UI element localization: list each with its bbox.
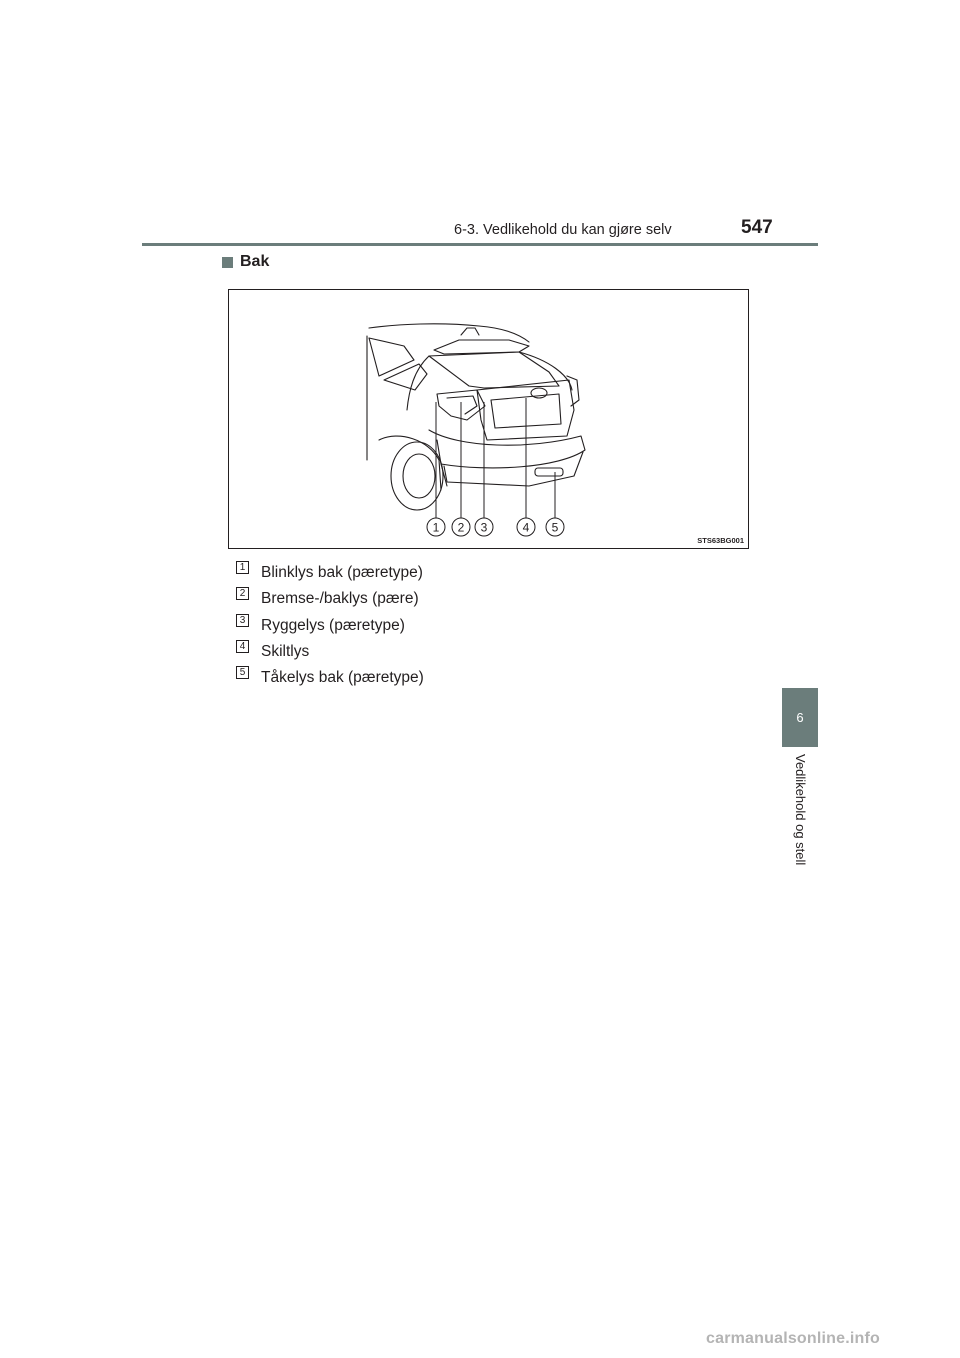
header-section-title: 6-3. Vedlikehold du kan gjøre selv: [454, 222, 672, 238]
legend-text: Bremse-/baklys (pære): [261, 590, 419, 608]
section-heading: [222, 253, 269, 271]
chapter-tab-number: 6: [796, 710, 804, 725]
chapter-label: Vedlikehold og stell: [793, 754, 808, 866]
legend-number: 2: [236, 587, 249, 600]
legend-number: 5: [236, 666, 249, 679]
legend-text: Skiltlys: [261, 643, 310, 661]
legend-text: Tåkelys bak (pæretype): [261, 669, 424, 687]
legend-item: [236, 665, 424, 691]
legend-item: [236, 586, 424, 612]
section-heading-text: Bak: [240, 253, 270, 270]
legend-item: [236, 560, 424, 586]
callout-1: 1: [432, 520, 440, 535]
legend-number: 3: [236, 614, 249, 627]
legend-item: [236, 639, 424, 665]
page-number: 547: [741, 217, 773, 238]
rear-lights-figure: [228, 289, 749, 549]
legend-number: 4: [236, 640, 249, 653]
header-rule: [142, 243, 818, 246]
callout-4: 4: [522, 520, 530, 535]
chapter-tab[interactable]: [782, 688, 818, 747]
legend-number: 1: [236, 561, 249, 574]
square-bullet-icon: [222, 257, 233, 268]
figure-code: STS63BG001: [697, 536, 744, 545]
legend-text: Ryggelys (pæretype): [261, 616, 405, 634]
callout-3: 3: [480, 520, 488, 535]
legend-text: Blinklys bak (pæretype): [261, 564, 423, 582]
watermark: carmanualsonline.info: [706, 1330, 881, 1347]
callout-5: 5: [551, 520, 559, 535]
car-rear-illustration: [229, 290, 748, 548]
callout-2: 2: [457, 520, 465, 535]
legend-list: [236, 560, 424, 691]
legend-item: [236, 613, 424, 639]
